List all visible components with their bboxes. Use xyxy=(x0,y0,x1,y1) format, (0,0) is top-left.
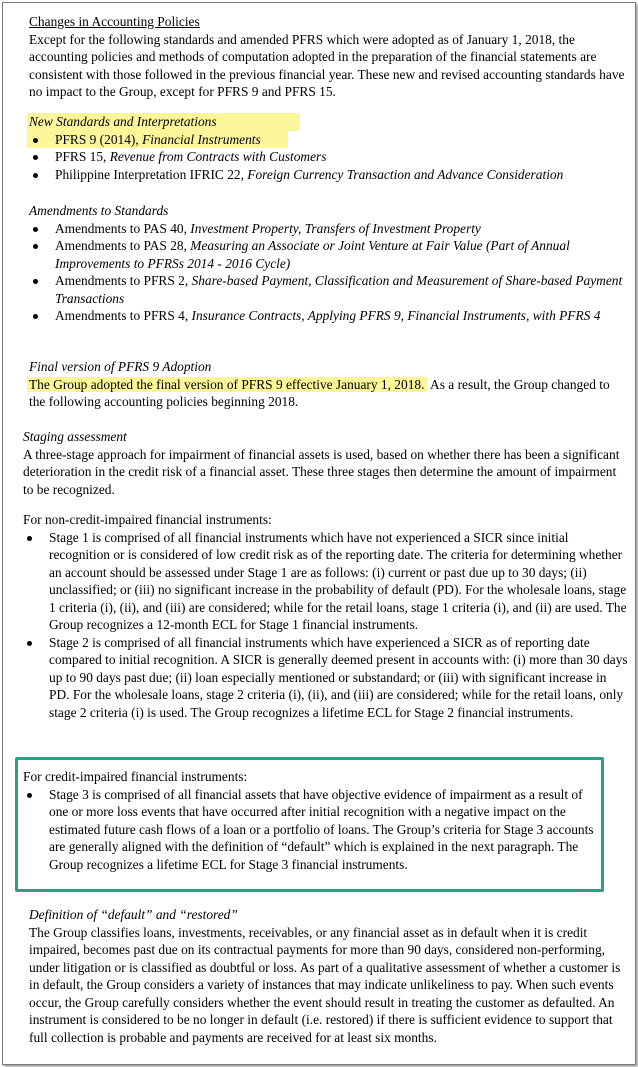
staging-text: A three-stage approach for impairment of financial assets is used, based on whether there has been a significant deterioration in the credit risk of a financial asset. These three stages then determine the amount of impairment to be recognized. xyxy=(23,446,620,497)
document-page xyxy=(2,2,636,1065)
credit-impaired-list xyxy=(23,786,603,874)
list-item: Stage 1 is comprised of all financial instruments which have not experienced a SICR since initial recognition or is considered of low credit risk as of the reporting date. The criteria for determining whether an account should be assessed under Stage 1 are as follows: (i) current or past due up to 30 days; (ii) unclassified; or (iii) no significant increase in the probability of default (PD). For the wholesale loans, stage 1 criteria (i), (ii), and (iii) are considered; while for the retail loans, stage 1 criteria (i), and (ii) are used. The Group recognizes a 12-month ECL for Stage 1 financial instruments. xyxy=(23,529,629,634)
list-item: Stage 3 is comprised of all financial assets that have objective evidence of impairment as a result of one or more loss events that have occurred after initial recognition with a negative impact on the estimated future cash flows of a loan or a portfolio of loans. The Group’s criteria for Stage 3 accounts are generally aligned with the definition of “default” which is explained in the next paragraph. The Group recognizes a lifetime ECL for Stage 3 financial instruments. xyxy=(23,786,603,874)
staging-section xyxy=(23,428,629,498)
final-version-highlight: The Group adopted the final version of PFRS 9 effective January 1, 2018. xyxy=(27,377,427,392)
accounting-policies-heading: Changes in Accounting Policies xyxy=(29,14,200,29)
non-credit-list xyxy=(23,529,629,722)
default-definition-text: The Group classifies loans, investments, receivables, or any financial asset as in default when it is credit impaired, becomes past due on its contractual payments for more than 90 days, considered non-performing, under litigation or is classified as doubtful or loss. As part of a qualitative assessment of whether a customer is in default, the Group considers a variety of instances that may indicate unlikeliness to pay. When such events occur, the Group carefully considers whether the event should result in treating the customer as defaulted. An instrument is considered to be no longer in default (i.e. restored) if there is sufficient evidence to support that full collection is probable and payments are received for at least six months. xyxy=(29,924,621,1045)
list-item: Philippine Interpretation IFRIC 22, Foreign Currency Transaction and Advance Consideration xyxy=(29,166,629,184)
credit-impaired-heading: For credit-impaired financial instruments: xyxy=(23,769,248,784)
list-item: PFRS 9 (2014), Financial Instruments xyxy=(29,131,629,149)
default-definition-section xyxy=(29,906,629,1046)
default-definition-heading: Definition of “default” and “restored” xyxy=(29,907,238,922)
new-standards-heading: New Standards and Interpretations xyxy=(27,113,300,131)
new-standards-list xyxy=(29,131,629,184)
final-version-heading: Final version of PFRS 9 Adoption xyxy=(29,359,212,374)
list-item: Amendments to PFRS 4, Insurance Contracts, Applying PFRS 9, Financial Instruments, with PFRS 4 xyxy=(29,307,629,325)
accounting-policies-intro: Except for the following standards and amended PFRS which were adopted as of January 1, 2018, the accounting policies and methods of computation adopted in the preparation of the financial statements are consistent with those followed in the previous financial year. These new and revised accounting standards have no impact to the Group, except for PFRS 9 and PFRS 15. xyxy=(29,31,625,99)
non-credit-heading: For non-credit-impaired financial instruments: xyxy=(23,512,272,527)
list-item: Amendments to PAS 40, Investment Property, Transfers of Investment Property xyxy=(29,220,629,238)
list-item: Amendments to PAS 28, Measuring an Associate or Joint Venture at Fair Value (Part of Annual Improvements to PFRSs 2014 - 2016 Cycle) xyxy=(29,237,629,272)
non-credit-section xyxy=(23,511,629,721)
list-item: Stage 2 is comprised of all financial instruments which have experienced a SICR as of reporting date compared to initial recognition. A SICR is generally deemed present in accounts with: (i) more than 30 days up to 90 days past due; (ii) loan especially mentioned or substandard; or (iii) with significant increase in PD. For the wholesale loans, stage 2 criteria (i), (ii), and (iii) are considered; while for the retail loans, only stage 2 criteria (i) is used. The Group recognizes a lifetime ECL for Stage 2 financial instruments. xyxy=(23,634,629,722)
list-item: PFRS 15, Revenue from Contracts with Customers xyxy=(29,148,629,166)
credit-impaired-section xyxy=(23,768,603,873)
final-version-text: The Group adopted the final version of PFRS 9 effective January 1, 2018. As a result, the Group changed to the following accounting policies beginning 2018. xyxy=(29,376,610,409)
amendments-list xyxy=(29,220,629,325)
new-standards-section xyxy=(29,113,629,183)
accounting-policies-section xyxy=(29,13,629,101)
staging-heading: Staging assessment xyxy=(23,429,127,444)
amendments-section xyxy=(29,202,629,325)
final-version-section xyxy=(29,358,629,411)
list-item: Amendments to PFRS 2, Share-based Payment, Classification and Measurement of Share-based Payment Transactions xyxy=(29,272,629,307)
amendments-heading: Amendments to Standards xyxy=(29,203,169,218)
